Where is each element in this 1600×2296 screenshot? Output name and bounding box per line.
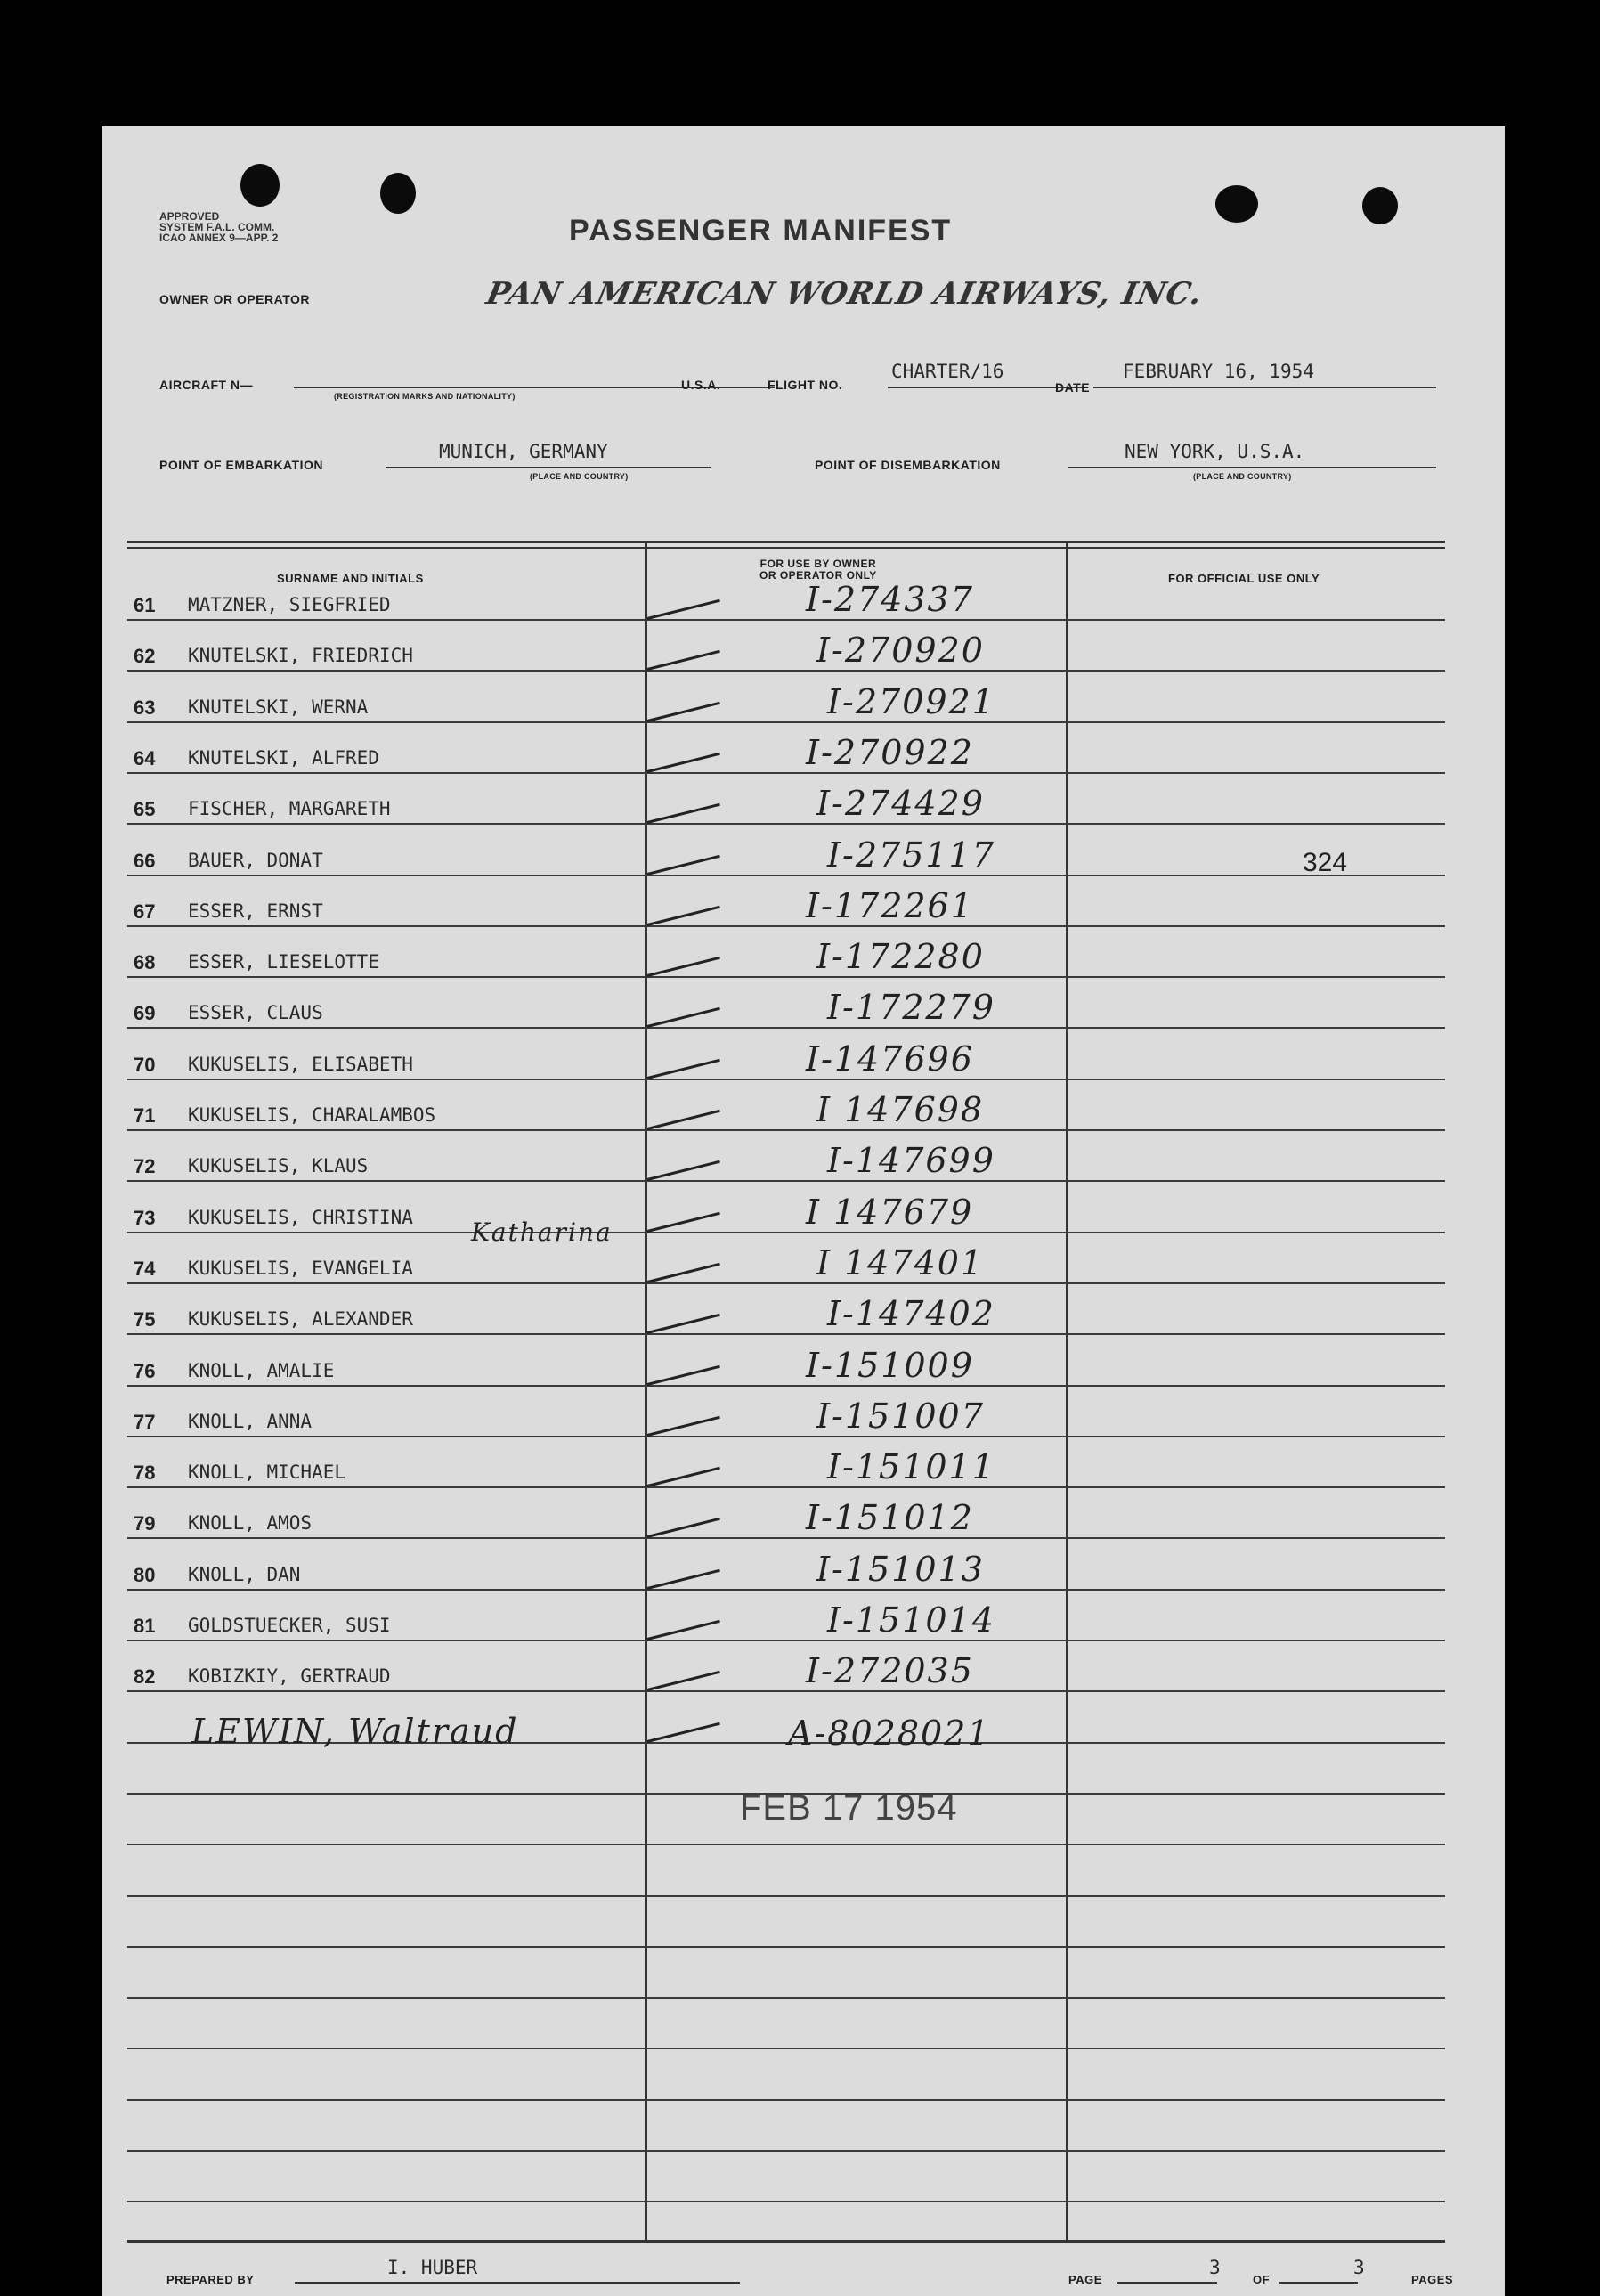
handwritten-passenger-name: LEWIN, Waltraud: [191, 1712, 519, 1751]
punch-hole: [380, 173, 416, 214]
punch-hole: [1215, 185, 1258, 223]
check-mark: [647, 650, 720, 671]
passenger-name: FISCHER, MARGARETH: [188, 798, 391, 819]
passenger-name: KNUTELSKI, ALFRED: [188, 747, 379, 769]
row-rule: [127, 1844, 1445, 1845]
row-number: 78: [134, 1461, 156, 1484]
document-number: I-275117: [827, 835, 995, 875]
document-number: I-270920: [816, 631, 985, 670]
check-mark: [647, 702, 720, 722]
check-mark: [647, 855, 720, 875]
row-number: 63: [134, 696, 156, 719]
document-number: I-274337: [806, 580, 974, 619]
row-number: 72: [134, 1155, 156, 1177]
owner-header-line: FOR USE BY OWNER: [759, 558, 877, 570]
official-note: 324: [1303, 848, 1348, 877]
check-mark: [647, 1416, 720, 1437]
check-mark: [647, 1671, 720, 1691]
embarkation-place: MUNICH, GERMANY: [439, 441, 608, 462]
row-rule: [127, 1436, 1445, 1437]
manifest-date: FEBRUARY 16, 1954: [1123, 361, 1314, 382]
document-number: I-147696: [806, 1039, 974, 1079]
check-mark: [647, 1059, 720, 1079]
row-rule: [127, 925, 1445, 927]
document-number: I-151012: [806, 1498, 974, 1537]
document-number: I-147402: [827, 1294, 995, 1333]
approved-block: [159, 211, 278, 243]
row-number: 69: [134, 1002, 156, 1024]
passenger-name: KUKUSELIS, EVANGELIA: [188, 1258, 413, 1279]
check-mark: [647, 1007, 720, 1028]
document-number: I-147699: [827, 1141, 995, 1180]
handwritten-document-number: A-8028021: [788, 1714, 991, 1753]
passenger-name: KUKUSELIS, CHRISTINA: [188, 1207, 413, 1228]
company-name: PAN AMERICAN WORLD AIRWAYS, INC.: [483, 276, 1206, 312]
document-number: I-172261: [806, 886, 974, 925]
punch-hole: [1362, 187, 1398, 224]
place-note: (PLACE AND COUNTRY): [1193, 472, 1292, 481]
row-rule: [127, 875, 1445, 876]
row-rule: [127, 1180, 1445, 1182]
punch-hole: [240, 164, 280, 207]
passenger-name: GOLDSTUECKER, SUSI: [188, 1615, 391, 1636]
passenger-name: KUKUSELIS, KLAUS: [188, 1155, 369, 1176]
total-underline: [1279, 2282, 1358, 2284]
approved-line: ICAO ANNEX 9—APP. 2: [159, 232, 279, 244]
prepared-label: PREPARED BY: [166, 2273, 255, 2286]
row-rule: [127, 1027, 1445, 1029]
approved-line: SYSTEM F.A.L. COMM.: [159, 221, 275, 233]
row-rule: [127, 1690, 1445, 1692]
place-note: (PLACE AND COUNTRY): [530, 472, 629, 481]
row-number: 75: [134, 1308, 156, 1331]
document-number: I 147679: [806, 1193, 974, 1232]
row-number: 82: [134, 1665, 156, 1688]
usa-label: U.S.A.: [681, 378, 721, 392]
row-rule: [127, 2048, 1445, 2049]
owner-label: OWNER OR OPERATOR: [159, 292, 310, 306]
document-number: I-272035: [806, 1651, 974, 1690]
passenger-name: KNOLL, AMALIE: [188, 1360, 335, 1381]
handwritten-katharina: Katharina: [471, 1217, 613, 1247]
row-rule: [127, 1895, 1445, 1897]
document-number: I-172280: [816, 937, 985, 976]
passenger-name: KNOLL, MICHAEL: [188, 1461, 346, 1483]
manifest-sheet: [102, 126, 1505, 2296]
row-rule: [127, 619, 1445, 621]
check-mark: [647, 957, 720, 977]
row-rule: [127, 1385, 1445, 1387]
passenger-name: ESSER, CLAUS: [188, 1002, 323, 1023]
date-stamp: FEB 17 1954: [740, 1788, 958, 1828]
row-rule: [127, 2150, 1445, 2152]
row-number: 81: [134, 1615, 156, 1637]
passenger-name: MATZNER, SIEGFRIED: [188, 594, 391, 615]
document-number: I-270922: [806, 733, 974, 772]
row-number: 80: [134, 1564, 156, 1586]
check-mark: [647, 753, 720, 773]
row-rule: [127, 1129, 1445, 1131]
row-number: 62: [134, 645, 156, 667]
check-mark: [647, 1620, 720, 1641]
official-column-header: FOR OFFICIAL USE ONLY: [1168, 572, 1320, 585]
row-rule: [127, 670, 1445, 672]
row-number: 61: [134, 594, 156, 616]
owner-column-header: [759, 558, 877, 582]
check-mark: [647, 906, 720, 926]
date-underline: [1093, 387, 1436, 388]
row-number: 79: [134, 1512, 156, 1535]
row-rule: [127, 1640, 1445, 1641]
row-rule: [127, 2099, 1445, 2101]
check-mark: [647, 599, 720, 620]
page-underline: [1117, 2282, 1217, 2284]
check-mark: [647, 1314, 720, 1334]
passenger-name: ESSER, LIESELOTTE: [188, 951, 379, 973]
passenger-name: KOBIZKIY, GERTRAUD: [188, 1665, 391, 1687]
check-mark: [647, 1263, 720, 1283]
row-number: 74: [134, 1258, 156, 1280]
document-number: I-151011: [827, 1447, 995, 1486]
row-number: 76: [134, 1360, 156, 1382]
row-rule: [127, 1537, 1445, 1539]
row-number: 65: [134, 798, 156, 820]
column-divider: [1066, 543, 1068, 2240]
row-rule: [127, 772, 1445, 774]
check-mark: [647, 1569, 720, 1590]
check-mark: [647, 1722, 720, 1743]
row-rule: [127, 1486, 1445, 1488]
aircraft-label: AIRCRAFT N—: [159, 378, 254, 392]
row-number: 68: [134, 951, 156, 973]
row-rule: [127, 1997, 1445, 1999]
check-mark: [647, 1467, 720, 1487]
page-number: 3: [1209, 2257, 1221, 2278]
passenger-name: ESSER, ERNST: [188, 900, 323, 922]
pages-label: PAGES: [1411, 2273, 1454, 2286]
registration-note: (REGISTRATION MARKS AND NATIONALITY): [334, 392, 516, 401]
of-label: OF: [1253, 2273, 1271, 2286]
document-number: I-270921: [827, 682, 995, 721]
passenger-name: KUKUSELIS, ALEXANDER: [188, 1308, 413, 1330]
check-mark: [647, 1518, 720, 1538]
check-mark: [647, 1365, 720, 1386]
document-number: I 147698: [816, 1090, 985, 1129]
surname-column-header: SURNAME AND INITIALS: [277, 572, 424, 585]
check-mark: [647, 1212, 720, 1233]
document-title: PASSENGER MANIFEST: [569, 214, 953, 248]
table-top-rule: [127, 541, 1445, 543]
passenger-name: KUKUSELIS, CHARALAMBOS: [188, 1104, 436, 1126]
row-rule: [127, 1333, 1445, 1335]
prepared-underline: [295, 2282, 740, 2284]
row-number: 71: [134, 1104, 156, 1127]
flight-number: CHARTER/16: [891, 361, 1004, 382]
row-number: 73: [134, 1207, 156, 1229]
row-rule: [127, 721, 1445, 723]
passenger-name: KNOLL, ANNA: [188, 1411, 313, 1432]
disembarkation-underline: [1068, 467, 1436, 468]
document-number: I-172279: [827, 988, 995, 1027]
passenger-name: KNUTELSKI, FRIEDRICH: [188, 645, 413, 666]
page-total: 3: [1353, 2257, 1365, 2278]
prepared-by: I. HUBER: [387, 2257, 478, 2278]
table-bottom-rule: [127, 2240, 1445, 2243]
owner-header-line: OR OPERATOR ONLY: [759, 569, 877, 582]
row-rule: [127, 1946, 1445, 1948]
table-top-rule: [127, 547, 1445, 549]
row-rule: [127, 1079, 1445, 1080]
page-label: PAGE: [1068, 2273, 1102, 2286]
row-rule: [127, 1282, 1445, 1284]
document-number: I-274429: [816, 784, 985, 823]
row-number: 66: [134, 850, 156, 872]
row-rule: [127, 1232, 1445, 1233]
disembarkation-label: POINT OF DISEMBARKATION: [815, 458, 1001, 472]
embarkation-label: POINT OF EMBARKATION: [159, 458, 323, 472]
approved-line: APPROVED: [159, 210, 220, 223]
document-number: I-151009: [806, 1346, 974, 1385]
row-number: 67: [134, 900, 156, 923]
check-mark: [647, 1160, 720, 1181]
row-number: 77: [134, 1411, 156, 1433]
document-number: I-151014: [827, 1600, 995, 1640]
row-rule: [127, 823, 1445, 825]
flight-label: FLIGHT NO.: [768, 378, 843, 392]
check-mark: [647, 1110, 720, 1130]
passenger-name: KNUTELSKI, WERNA: [188, 696, 369, 718]
embarkation-underline: [386, 467, 711, 468]
row-number: 70: [134, 1054, 156, 1076]
row-rule: [127, 976, 1445, 978]
check-mark: [647, 803, 720, 824]
document-number: I-151007: [816, 1396, 985, 1436]
document-number: I 147401: [816, 1243, 985, 1282]
passenger-name: BAUER, DONAT: [188, 850, 323, 871]
flight-underline: [888, 387, 1084, 388]
row-number: 64: [134, 747, 156, 769]
passenger-name: KUKUSELIS, ELISABETH: [188, 1054, 413, 1075]
column-divider: [645, 543, 647, 2240]
row-rule: [127, 1589, 1445, 1591]
passenger-name: KNOLL, AMOS: [188, 1512, 313, 1534]
row-rule: [127, 2201, 1445, 2202]
date-label: DATE: [1055, 380, 1091, 395]
passenger-name: KNOLL, DAN: [188, 1564, 301, 1585]
document-number: I-151013: [816, 1550, 985, 1589]
disembarkation-place: NEW YORK, U.S.A.: [1125, 441, 1305, 462]
